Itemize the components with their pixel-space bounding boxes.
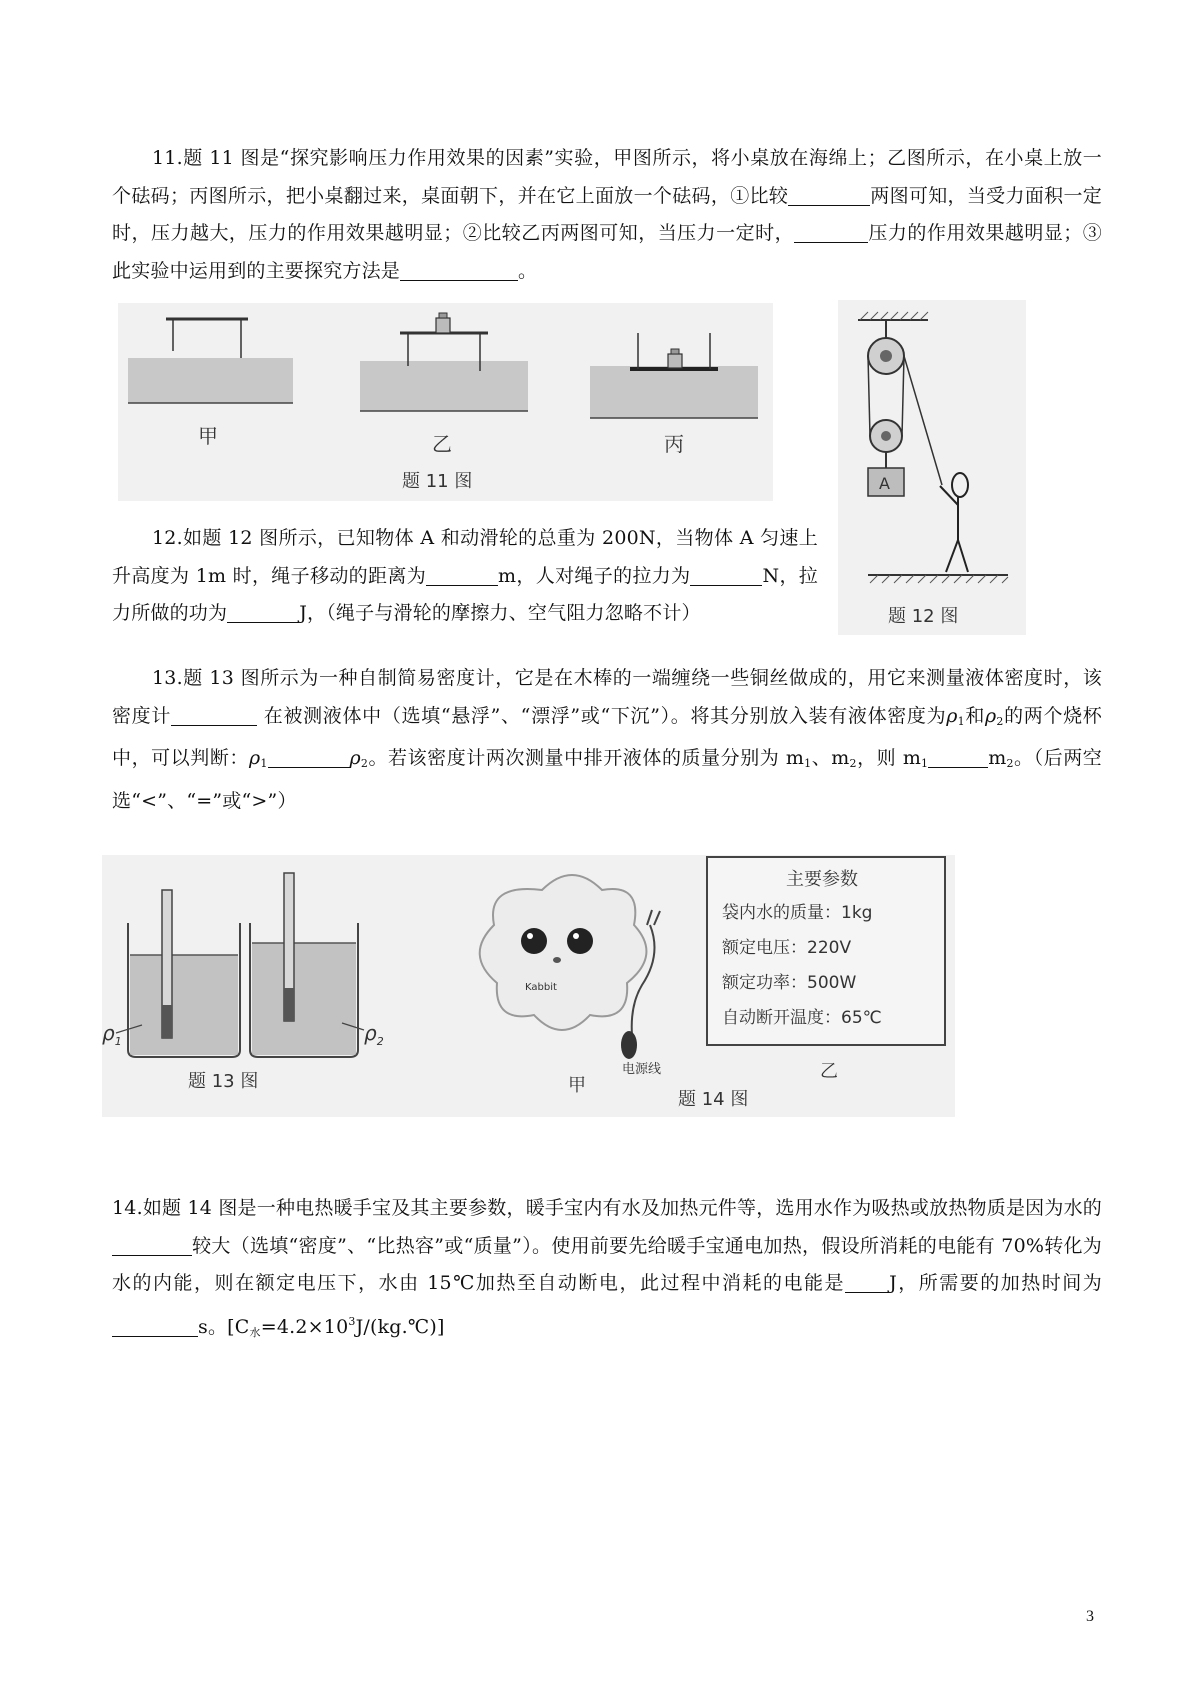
q11-number: 11.: [152, 147, 183, 169]
figure-13-14: [102, 855, 955, 1117]
fig14-label-jia: 甲: [568, 1075, 586, 1096]
figure-11: [118, 303, 773, 501]
q14-blank-2[interactable]: [845, 1270, 889, 1293]
fig12-caption: 题 12 图: [888, 606, 959, 627]
inverted-table-c: [590, 333, 758, 418]
fig13-rho1: $\rho_1$: [102, 1021, 122, 1048]
param-row-2: 额定电压：220V: [722, 938, 852, 958]
fig13-rho2: $\rho_2$: [364, 1021, 384, 1048]
q12-number: 12.: [152, 527, 183, 549]
param-row-4: 自动断开温度：65℃: [722, 1008, 882, 1028]
fig11-caption: 题 11 图: [402, 471, 473, 492]
param-row-3: 额定功率：500W: [722, 973, 857, 993]
figure-12: [838, 300, 1026, 635]
q14-blank-1[interactable]: [112, 1233, 192, 1256]
block-a-label: A: [879, 474, 890, 493]
params-title: 主要参数: [786, 869, 858, 890]
q13-blank-3[interactable]: [928, 745, 988, 768]
table-on-sponge-a: [128, 319, 293, 403]
q12-blank-1[interactable]: [426, 563, 498, 586]
q13-blank-1[interactable]: [171, 703, 257, 726]
page-number: 3: [1086, 1608, 1094, 1625]
q14-blank-3[interactable]: [112, 1314, 198, 1337]
cord-label: 电源线: [622, 1062, 662, 1077]
fig11-label-b: 乙: [432, 432, 452, 456]
question-13: 13.题 13 图所示为一种自制简易密度计，它是在木棒的一端缠绕一些铜丝做成的，用它来测量液体密度时，该密度计 在被测液体中（选填“悬浮”、“漂浮”或“下沉”）。将其分别放入装有液体密度为$\rho_1$和$\rho_2$的两个烧杯中，可以判断：$\rho_1$ $\rho_2$。若该密度计两次测量中排开液体的质量分别为 $m_1$、$m_2$，则 $m_1$ $m_2$。（后两空选“<”、“=”或“>”）: [112, 667, 1102, 812]
q13-blank-2[interactable]: [268, 745, 350, 768]
person-figure: [940, 473, 968, 572]
fig11-label-a: 甲: [198, 424, 218, 448]
warmer-brand: Kabbit: [525, 982, 557, 993]
fig13-caption: 题 13 图: [188, 1071, 259, 1092]
fig11-label-c: 丙: [664, 432, 684, 456]
fig14-caption: 题 14 图: [678, 1089, 749, 1110]
question-14: 14.如题 14 图是一种电热暖手宝及其主要参数，暖手宝内有水及加热元件等，选用水作为吸热或放热物质是因为水的较大（选填“密度”、“比热容”或“质量”）。使用前要先给暖手宝通电加热，假设所消耗的电能有 70%转化为水的内能，则在额定电压下，水由 15℃加热至自动断电，此过程中消耗的电能是 J，所需要的加热时间为s。$[C_水=4.2\times 10^3J/(kg.℃)]$: [112, 1197, 1102, 1339]
beaker-2: [250, 873, 364, 1057]
q12-blank-3[interactable]: [227, 600, 299, 623]
figure-12-svg: [838, 300, 1026, 635]
question-12: 12.如题 12 图所示，已知物体 A 和动滑轮的总重为 200N，当物体 A 匀速上升高度为 1m 时，绳子移动的距离为 m，人对绳子的拉力为 N，拉力所做的功为 J，（绳子与滑轮的摩擦力、空气阻力忽略不计）: [112, 527, 818, 624]
figure-11-svg: [118, 303, 773, 501]
q11-blank-1[interactable]: [788, 183, 870, 206]
q14-number: 14.: [112, 1197, 143, 1219]
q11-blank-2[interactable]: [794, 220, 868, 243]
beaker-1: [116, 890, 240, 1057]
table-with-weight-b: [360, 313, 528, 411]
hand-warmer: [480, 875, 647, 1030]
param-row-1: 袋内水的质量：1kg: [722, 903, 873, 923]
question-11: 11.题 11 图是“探究影响压力作用效果的因素”实验，甲图所示，将小桌放在海绵上；乙图所示，在小桌上放一个砝码；丙图所示，把小桌翻过来，桌面朝下，并在它上面放一个砝码，①比较 两图可知，当受力面积一定时，压力越大，压力的作用效果越明显；②比较乙丙两图可知，当压力一定时， 压力的作用效果越明显；③此实验中运用到的主要探究方法是 。: [112, 147, 1102, 282]
figure-13-14-svg: [102, 855, 955, 1117]
q12-blank-2[interactable]: [690, 563, 762, 586]
fig14-label-yi: 乙: [820, 1061, 838, 1082]
q11-blank-3[interactable]: [400, 258, 518, 281]
q13-number: 13.: [152, 667, 183, 689]
